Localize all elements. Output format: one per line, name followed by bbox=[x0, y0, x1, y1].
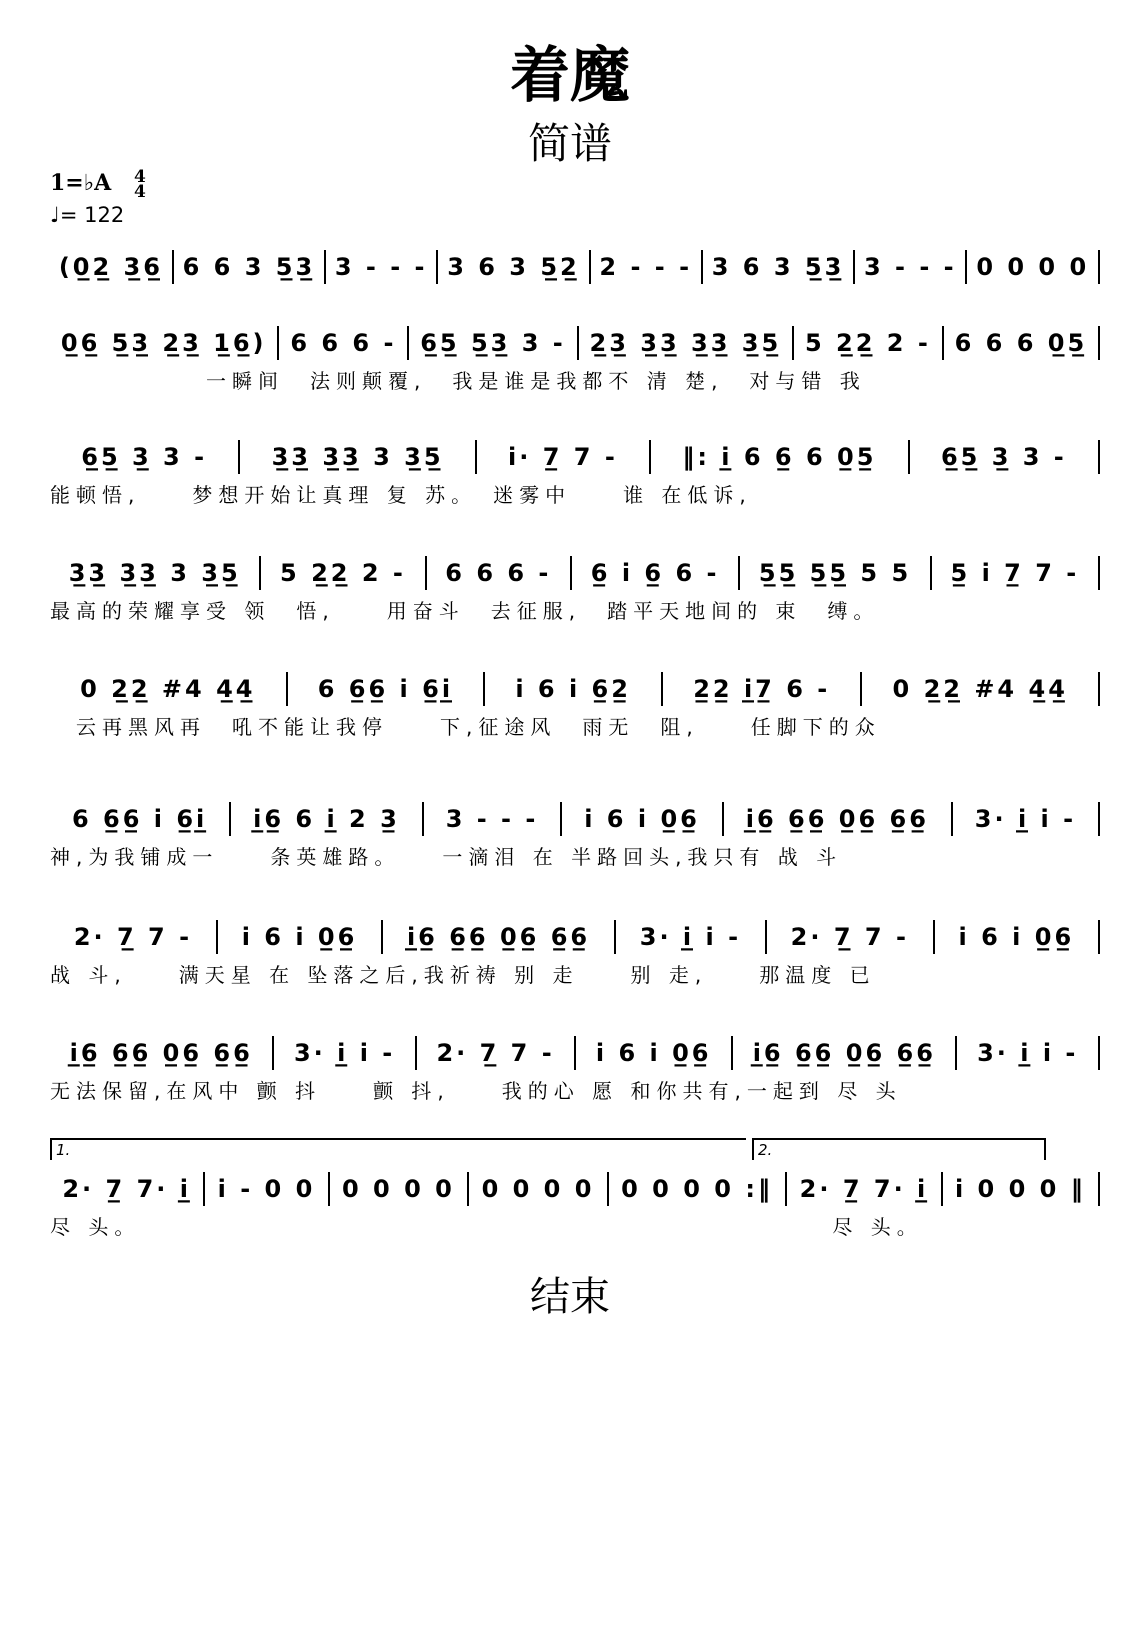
time-signature bbox=[134, 167, 146, 202]
page-title: 着魔 bbox=[510, 41, 630, 111]
measure: 2̲2̲ i̲7̲ 6 - bbox=[663, 672, 862, 706]
measure: 3̲3̲ 3̲3̲ 3 3̲5̲ bbox=[50, 556, 261, 590]
lyrics-line: 神,为我铺成一 条英雄路。 一滴泪 在 半路回头,我只有 战 斗 bbox=[50, 845, 843, 869]
measure: 3̲3̲ 3̲3̲ 3 3̲5̲ bbox=[240, 440, 476, 474]
measure: i - 0 0 bbox=[205, 1172, 329, 1206]
lyrics-line: 能顿悟, 梦想开始让真理 复 苏。 迷雾中 谁 在低诉, bbox=[50, 483, 752, 507]
measure: 5̲5̲ 5̲5̲ 5 5 bbox=[740, 556, 932, 590]
measure: i 6 i 6̲2̲ bbox=[485, 672, 663, 706]
measure: 3· i̲ i - bbox=[957, 1036, 1099, 1070]
measure: 3 - - - bbox=[424, 802, 563, 836]
time-signature-top: 4 bbox=[134, 167, 146, 187]
measure: 0 0 0 0 bbox=[967, 250, 1100, 284]
measure: 0 0 0 0 bbox=[330, 1172, 470, 1206]
notes-row bbox=[50, 556, 1100, 590]
score-system bbox=[0, 556, 1140, 676]
measure: 3· i̲ i - bbox=[274, 1036, 416, 1070]
measure: i· 7̲ 7 - bbox=[477, 440, 651, 474]
measure: 3 6 3 5̲2̲ bbox=[438, 250, 590, 284]
measure: 6 6 6 0̲5̲ bbox=[944, 326, 1100, 360]
time-signature-bottom: 4 bbox=[134, 182, 146, 202]
key-signature: 1=♭A bbox=[50, 170, 112, 196]
measure: 0 0 0 0 bbox=[469, 1172, 609, 1206]
score-system bbox=[0, 920, 1140, 1040]
measure: i̲6̲ 6̲6̲ 0̲6̲ 6̲6̲ bbox=[50, 1036, 274, 1070]
first-ending-bracket: 1. bbox=[50, 1138, 746, 1160]
measure: 3 - - - bbox=[855, 250, 967, 284]
ending-text: 结束 bbox=[530, 1274, 610, 1320]
measure: 0 0 0 0 :‖ bbox=[609, 1172, 788, 1206]
lyrics-line bbox=[50, 290, 1100, 320]
lyrics-line: 无法保留,在风中 颤 抖 颤 抖, 我的心 愿 和你共有,一起到 尽 头 bbox=[50, 1079, 902, 1103]
measure: 6̲5̲ 5̲3̲ 3 - bbox=[409, 326, 578, 360]
measure: i 6 i 0̲6̲ bbox=[576, 1036, 733, 1070]
measure: 3 6 3 5̲3̲ bbox=[703, 250, 855, 284]
measure: 2̲3̲ 3̲3̲ 3̲3̲ 3̲5̲ bbox=[579, 326, 794, 360]
measure: i 6 i 0̲6̲ bbox=[935, 920, 1100, 954]
measure: 6 6 6 - bbox=[279, 326, 409, 360]
score-system bbox=[0, 326, 1140, 446]
measure: 6̲5̲ 3̲ 3 - bbox=[910, 440, 1100, 474]
measure: 2· 7̲ 7 - bbox=[50, 920, 218, 954]
measure: i 6 i 0̲6̲ bbox=[562, 802, 724, 836]
measure: 6 6̲6̲ i 6̲i̲ bbox=[50, 802, 231, 836]
notes-row bbox=[50, 1172, 1100, 1206]
measure: 6 6 6 - bbox=[427, 556, 573, 590]
measure: i̲6̲ 6̲6̲ 0̲6̲ 6̲6̲ bbox=[383, 920, 616, 954]
page-subtitle: 简谱 bbox=[527, 119, 612, 168]
measure: 5̲ i 7̲ 7 - bbox=[932, 556, 1100, 590]
notes-row bbox=[50, 250, 1100, 284]
score-system bbox=[0, 440, 1140, 560]
measure: 6 6̲6̲ i 6̲i̲ bbox=[288, 672, 486, 706]
measure: ‖: i̲ 6 6̲ 6 0̲5̲ bbox=[651, 440, 910, 474]
score-system bbox=[0, 802, 1140, 922]
measure: i̲6̲ 6̲6̲ 0̲6̲ 6̲6̲ bbox=[733, 1036, 957, 1070]
measure: 2· 7̲ 7· i̲ bbox=[787, 1172, 942, 1206]
lyrics-line: 云再黑风再 吼不能让我停 下,征途风 雨无 阻, 任脚下的众 bbox=[50, 715, 881, 739]
measure: 0̲6̲ 5̲3̲ 2̲3̲ 1̲6̲) bbox=[50, 326, 279, 360]
tempo-marking: ♩= 122 bbox=[50, 203, 125, 227]
measure: 6̲ i 6̲ 6 - bbox=[572, 556, 740, 590]
score-system bbox=[0, 672, 1140, 792]
lyrics-line: 尽 头。 尽 头。 bbox=[50, 1215, 923, 1239]
measure: 5 2̲2̲ 2 - bbox=[261, 556, 426, 590]
notes-row bbox=[50, 672, 1100, 706]
notes-row bbox=[50, 920, 1100, 954]
notes-row bbox=[50, 802, 1100, 836]
lyrics-line: 一瞬间 法则颠覆, 我是谁是我都不 清 楚, 对与错 我 bbox=[50, 369, 866, 393]
measure: 2· 7̲ 7 - bbox=[417, 1036, 576, 1070]
measure: 0 2̲2̲ #4 4̲4̲ bbox=[862, 672, 1100, 706]
notes-row bbox=[50, 440, 1100, 474]
notes-row bbox=[50, 326, 1100, 360]
measure: 2· 7̲ 7 - bbox=[767, 920, 935, 954]
measure: i 6 i 0̲6̲ bbox=[218, 920, 383, 954]
measure: i̲6̲ 6 i̲ 2 3̲ bbox=[231, 802, 424, 836]
measure: 3· i̲ i - bbox=[616, 920, 767, 954]
measure: 6̲5̲ 3̲ 3 - bbox=[50, 440, 240, 474]
measure: i̲6̲ 6̲6̲ 0̲6̲ 6̲6̲ bbox=[724, 802, 953, 836]
measure: 3· i̲ i - bbox=[953, 802, 1100, 836]
measure: 2· 7̲ 7· i̲ bbox=[50, 1172, 205, 1206]
measure: (0̲2̲ 3̲6̲ bbox=[50, 250, 174, 284]
notes-row bbox=[50, 1036, 1100, 1070]
measure: 3 - - - bbox=[326, 250, 438, 284]
lyrics-line: 战 斗, 满天星 在 坠落之后,我祈祷 别 走 别 走, 那温度 已 bbox=[50, 963, 876, 987]
measure: 6 6 3 5̲3̲ bbox=[174, 250, 326, 284]
measure: 5 2̲2̲ 2 - bbox=[794, 326, 944, 360]
second-ending-bracket: 2. bbox=[752, 1138, 1046, 1160]
measure: 0 2̲2̲ #4 4̲4̲ bbox=[50, 672, 288, 706]
measure: i 0 0 0 ‖ bbox=[943, 1172, 1100, 1206]
lyrics-line: 最高的荣耀享受 领 悟, 用奋斗 去征服, 踏平天地间的 束 缚。 bbox=[50, 599, 880, 623]
measure: 2 - - - bbox=[591, 250, 703, 284]
